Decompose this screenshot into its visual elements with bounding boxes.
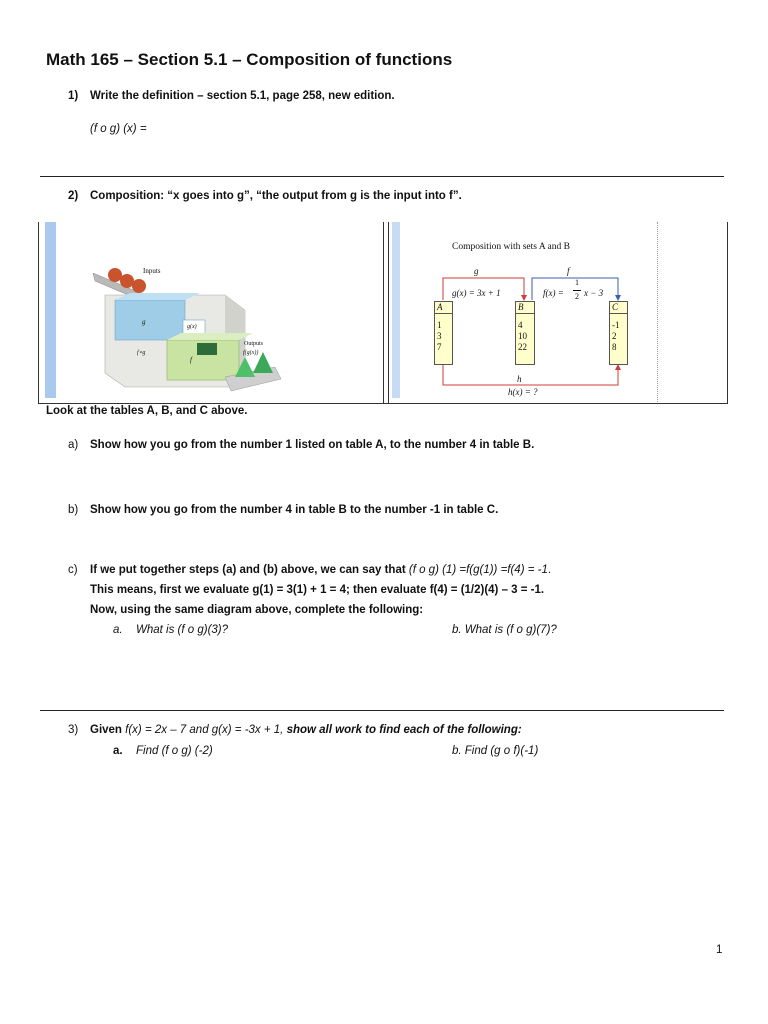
q3-comma: ,: [280, 724, 287, 736]
q2c-line1: [90, 564, 551, 576]
machine-g-label: g: [142, 318, 146, 326]
q3-sub-a-label: a.: [113, 745, 123, 757]
table-b-value-1: 4: [518, 320, 523, 330]
q3-given: Given: [90, 724, 126, 736]
q2c-line3: Now, using the same diagram above, complete the following:: [90, 604, 424, 616]
q2-number: 2): [68, 190, 79, 202]
figure-side-bar-left: [45, 222, 56, 398]
h-arrow: [443, 364, 618, 385]
q3-and: and: [186, 724, 212, 736]
q3-number: 3): [68, 724, 79, 736]
diagram-h-formula: h(x) = ?: [508, 387, 538, 397]
q3-fx: f(x) = 2x – 7: [125, 724, 187, 736]
figure-bottom-line: [38, 403, 728, 404]
table-c-value-1: -1: [612, 320, 620, 330]
q1-formula: (f o g) (x) =: [90, 123, 147, 135]
diagram-h-label: h: [517, 374, 522, 384]
f-arrow: [532, 278, 618, 300]
composition-machine-illustration: [85, 255, 285, 400]
q2c-line2: This means, first we evaluate g(1) = 3(1) + 1 = 4; then evaluate f(4) = (1/2)(4) – 3 = -1.: [90, 584, 545, 596]
machine-fog-label: f∘g: [137, 350, 146, 356]
input-ball-1: [108, 268, 122, 282]
table-b: [515, 301, 535, 365]
table-c-value-2: 2: [612, 331, 617, 341]
q2c-sub-a: What is (f o g)(3)?: [136, 624, 229, 636]
q1-number: 1): [68, 90, 79, 102]
q2c-label: c): [68, 564, 78, 576]
q2a-text: Show how you go from the number 1 listed on table A, to the number 4 in table B.: [90, 439, 535, 451]
diagram-f-numerator: 1: [575, 278, 579, 287]
figure-dotted-line: [657, 222, 658, 404]
q3-sub-a: Find (f o g) (-2): [136, 745, 213, 757]
q2c-line1-post: .: [547, 564, 552, 576]
f-box-top: [167, 333, 253, 340]
table-b-value-3: 22: [518, 342, 527, 352]
q2a-label: a): [68, 439, 79, 451]
page-title: Math 165 – Section 5.1 – Composition of functions: [46, 50, 453, 69]
table-c: [609, 301, 628, 365]
diagram-g-formula: g(x) = 3x + 1: [452, 288, 501, 298]
g-box: [115, 300, 185, 340]
diagram-f-denominator: 2: [575, 292, 579, 301]
figure-right-edge: [727, 222, 728, 404]
table-b-header: B: [516, 302, 534, 314]
q2c-sub-a-label: a.: [113, 624, 123, 636]
figure-divider: [388, 222, 389, 404]
table-a-value-1: 1: [437, 320, 442, 330]
table-c-header: C: [610, 302, 627, 314]
machine-inputs-label: Inputs: [143, 267, 161, 275]
table-a-value-3: 7: [437, 342, 442, 352]
q2c-line1-pre: If we put together steps (a) and (b) above, we can say that: [90, 564, 409, 576]
diagram-f-formula-suffix: x − 3: [584, 288, 604, 298]
diagram-title: Composition with sets A and B: [452, 242, 570, 252]
q3-sub-b: b. Find (g o f)(-1): [452, 745, 539, 757]
diagram-g-label: g: [474, 266, 479, 276]
machine-outputs-label: Outputs: [244, 341, 264, 347]
q3-instruction: show all work to find each of the following:: [286, 724, 522, 736]
machine-gx-label: g(x): [187, 324, 197, 330]
table-c-value-3: 8: [612, 342, 617, 352]
table-a-value-2: 3: [437, 331, 442, 341]
f-input-slot: [197, 343, 217, 355]
table-b-value-2: 10: [518, 331, 527, 341]
q2b-text: Show how you go from the number 4 in table B to the number -1 in table C.: [90, 504, 499, 516]
q1-text: Write the definition – section 5.1, page 258, new edition.: [90, 90, 395, 102]
q2c-line1-italic: (f o g) (1) =f(g(1)) =f(4) = -1: [408, 564, 548, 576]
table-a-header: A: [435, 302, 452, 314]
q2-look-instruction: Look at the tables A, B, and C above.: [46, 405, 248, 417]
page-number: 1: [716, 944, 723, 956]
q2b-label: b): [68, 504, 79, 516]
input-ball-2: [120, 274, 134, 288]
q3-gx: g(x) = -3x + 1: [211, 724, 281, 736]
figure-side-bar-right: [392, 222, 400, 398]
input-ball-3: [132, 279, 146, 293]
diagram-f-formula-prefix: f(x) =: [543, 288, 564, 298]
q3-line: [90, 724, 522, 736]
divider-1: [40, 176, 724, 177]
divider-2: [40, 710, 724, 711]
q2-text: Composition: “x goes into g”, “the output from g is the input into f”.: [90, 190, 462, 202]
g-arrow: [443, 278, 524, 300]
q2c-sub-b: b. What is (f o g)(7)?: [452, 624, 557, 636]
table-a: [434, 301, 453, 365]
machine-fgx-label: f(g(x)): [243, 350, 259, 356]
machine-f-label: f: [190, 356, 192, 364]
diagram-f-label: f: [567, 266, 570, 276]
